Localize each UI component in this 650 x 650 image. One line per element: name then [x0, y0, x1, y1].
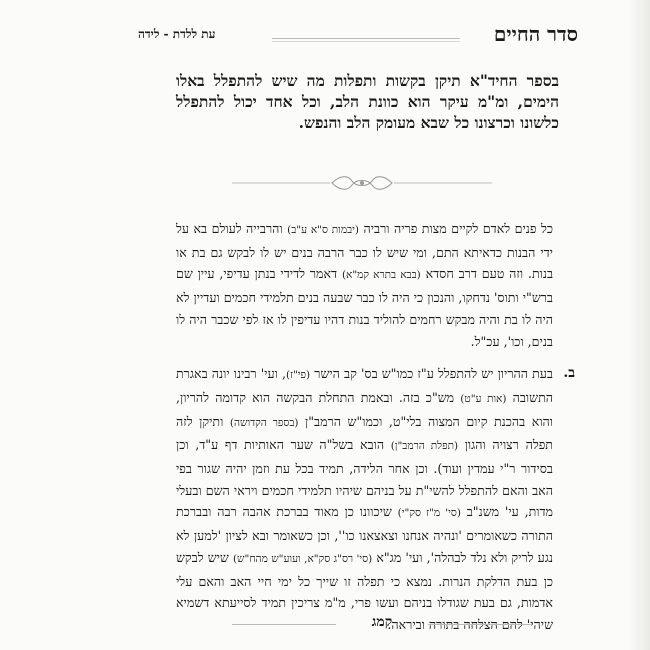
- header-rule: [272, 38, 460, 42]
- paragraph-2: ב. בעת ההריון יש להתפלל ע"ז כמו"ש בס' קב הישר (פי"ז), ועי' רבינו יונה באגרת התשובה (אות ע"ט) מש"כ בזה. ובאמת התחלת הבקשה הוא קדומה להריון, והוא בהכנת קיום המצוה בלי"ט, וכמו"ש הרמב"ן (בספר הקדושה) ותיקן לזה תפלה רצויה והגון (תפלת הרמב"ן) הובא בשל"ה שער האותיות דף ע"ד, וכן בסידור ר"י עמדין ועוד). וכן אחר הלידה, תמיד בכל עת וזמן יהיה שגור בפי האב והאם להתפלל להשי"ת על בניהם שיהיו תלמידי חכמים ויראי השם ובעלי מדות, עי' משנ"ב (סי' מ"ז סק"י) שיכוונו כן מאוד בברכת אהבה רבה ובברכת התורה כשאומרים 'ונהיה אנחנו וצאצאנו כו'', וכן כשאומר ובא לציון 'למען לא נגע לריק ולא נלד לבהלה', ועי' מג"א (סי' רס"ג סק"א, ועוע"ש מהח"ש) שיש לבקש כן בעת הדלקת הנרות. נמצא כי תפלה זו שייך כל ימי חיי האב והאם עלי אדמות, גם בעת שגודלו בניהם ועשו פרי, מ"מ צריכין תמיד לסייעתא דשמיא שיהי' להם הצלחה בתורה וביראה.: [176, 365, 575, 632]
- footer-rule-left: [232, 624, 336, 625]
- citation: (בבא בתרא קמ"א): [341, 269, 421, 282]
- intro-note: [176, 70, 559, 133]
- citation: (סי' רס"ג סק"א, ועוע"ש מהח"ש): [232, 552, 373, 565]
- ornament-divider: [232, 173, 492, 193]
- citation: (תפלת הרמב"ן): [390, 440, 459, 453]
- chapter-title: עת ללדת - לידה: [138, 27, 216, 41]
- page-edge-shadow: [628, 0, 650, 650]
- book-title: סדר החיים: [493, 22, 578, 46]
- paragraph-letter: ב.: [563, 365, 575, 382]
- citation: (אות ע"ט): [460, 392, 507, 405]
- page-footer: [232, 608, 532, 640]
- citation: (סי' מ"ז סק"י): [397, 507, 461, 520]
- intro-note-text: בספר החיד"א תיקן בקשות ותפלות מה שיש להתפלל באלו הימים, ומ"מ עיקר הוא כוונת הלב, וכל אחד יכול להתפלל כלשונו וכרצונו כל שבא מעומק הלב והנפש.: [176, 71, 559, 132]
- page-number: קמג: [371, 614, 393, 630]
- citation: (יבמות ס"א ע"ב): [287, 224, 359, 236]
- paragraph-1: כל פנים לאדם לקיים מצות פריה ורביה (יבמות ס"א ע"ב) והרבייה לעולם בא על ידי הבנות כדאיתא התם, ומי שיש לו כבר הרבה בנים יש לו לבקש גם בת או בנות. וזה טעם דרב חסדא (בבא בתרא קמ"א) דאמר לדידי בנתן עדיפי, עיין שם ברש"י ותוס' נדחקו, והנכון כי היה לו כבר שבעה בנים תלמידי חכמים ועדיין לא היה לו בת והיה מבקש רחמים להוליד בנות דהיו עדיפין לו אז לפי שכבר היה לו בנים, וכו', עכ"ל.: [176, 221, 554, 349]
- running-header: [138, 22, 578, 52]
- main-text: [176, 218, 575, 636]
- footer-rule-right: [428, 624, 532, 625]
- citation: (פי"ז): [285, 369, 311, 382]
- citation: (בספר הקדושה): [229, 416, 299, 429]
